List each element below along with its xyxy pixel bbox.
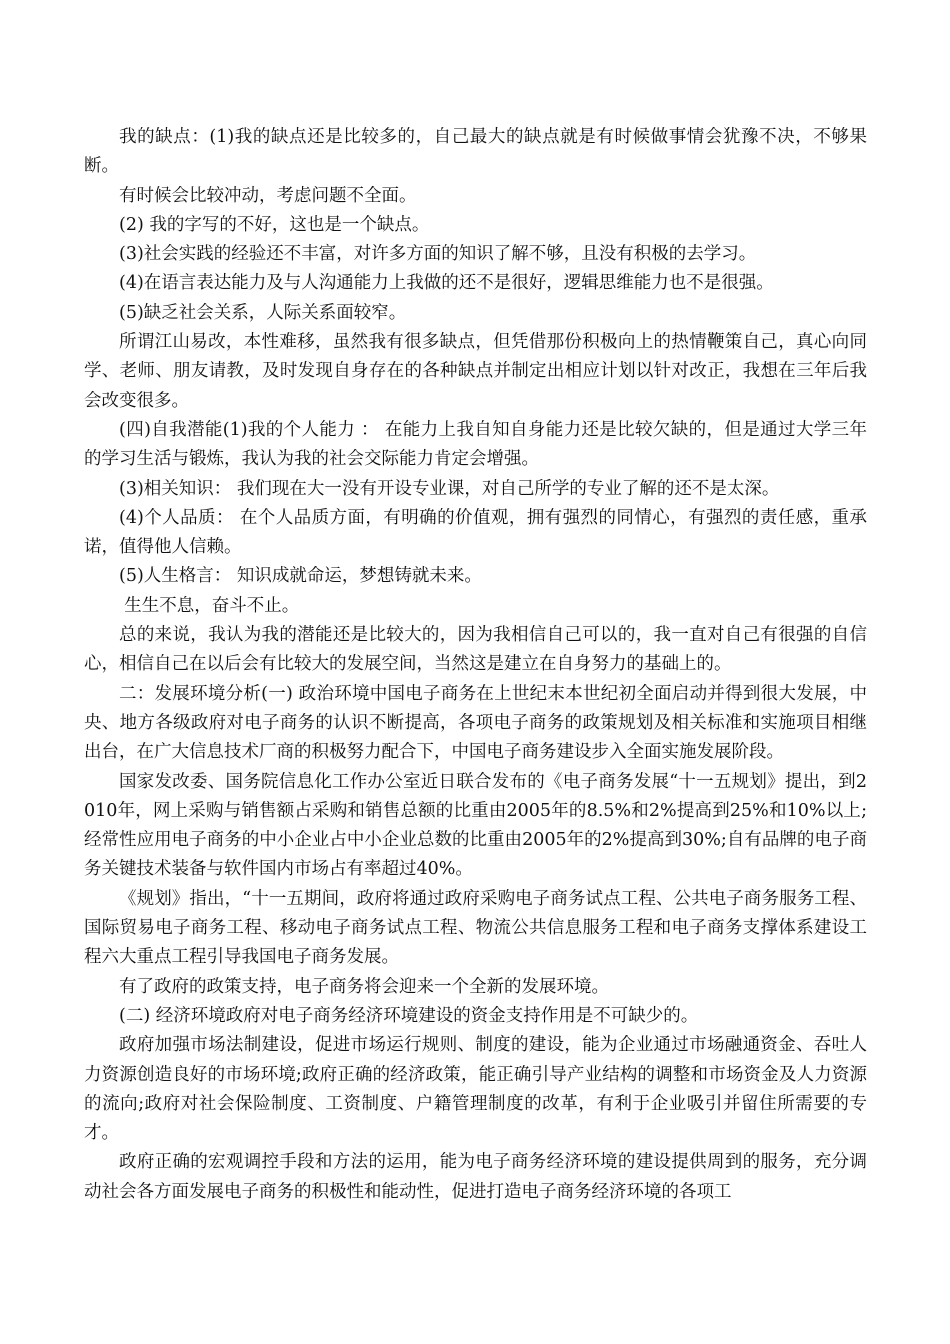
paragraph-life-motto: (5)人生格言： 知识成就命运，梦想铸就未来。 <box>119 566 482 587</box>
paragraph-shortcomings-2: (2) 我的字写的不好，这也是一个缺点。 <box>119 214 430 235</box>
paragraph-macro-control: 政府正确的宏观调控手段和方法的运用，能为电子商务经济环境的建设提供周到的服务，充分调动社会各方面发展电子商务的积极性和能动性，促进打造电子商务经济环境的各项工 <box>84 1152 867 1202</box>
paragraph-motto-continued: 生生不息，奋斗不止。 <box>124 595 300 616</box>
paragraph-shortcomings-4: (4)在语言表达能力及与人沟通能力上我做的还不是很好，逻辑思维能力也不是很强。 <box>119 273 774 294</box>
paragraph-political-environment: 二：发展环境分析(一) 政治环境中国电子商务在上世纪末本世纪初全面启动并得到很大发展，中央、地方各级政府对电子商务的认识不断提高，各项电子商务的政策规划及相关标准和实施项目相继出台，在广大信息技术厂商的积极努力配合下，中国电子商务建设步入全面实施发展阶段。 <box>84 683 867 763</box>
paragraph-improvement: 所谓江山易改，本性难移，虽然我有很多缺点，但凭借那份积极向上的热情鞭策自己，真心向同学、老师、朋友请教，及时发现自身存在的各种缺点并制定出相应计划以针对改正，我想在三年后我会改变很多。 <box>84 332 867 411</box>
paragraph-personal-quality: (4)个人品质： 在个人品质方面，有明确的价值观，拥有强烈的同情心，有强烈的责任感，重承诺，值得他人信赖。 <box>84 507 867 558</box>
document-body <box>84 123 867 1207</box>
paragraph-potential-ability: (四)自我潜能(1)我的个人能力 ： 在能力上我自知自身能力还是比较欠缺的，但是通过大学三年的学习生活与锻炼，我认为我的社会交际能力肯定会增强。 <box>84 419 867 470</box>
paragraph-shortcomings-3: (3)社会实践的经验还不丰富，对许多方面的知识了解不够，且没有积极的去学习。 <box>119 244 757 265</box>
paragraph-shortcomings-1: 我的缺点：(1)我的缺点还是比较多的，自己最大的缺点就是有时候做事情会犹豫不决，不够果断。 <box>84 127 867 177</box>
paragraph-plan-key-projects: 《规划》指出，“十一五期间，政府将通过政府采购电子商务试点工程、公共电子商务服务工程、国际贸易电子商务工程、移动电子商务试点工程、物流公共信息服务工程和电子商务支撑体系建设工程六大重点工程引导我国电子商务发展。 <box>84 888 867 968</box>
paragraph-economic-environment: (二) 经济环境政府对电子商务经济环境建设的资金支持作用是不可缺少的。 <box>119 1005 699 1026</box>
paragraph-policy-support: 有了政府的政策支持，电子商务将会迎来一个全新的发展环境。 <box>119 976 609 997</box>
paragraph-market-legal-system: 政府加强市场法制建设，促进市场运行规则、制度的建设，能为企业通过市场融通资金、吞吐人力资源创造良好的市场环境;政府正确的经济政策，能正确引导产业结构的调整和市场资金及人力资源的流向;政府对社会保险制度、工资制度、户籍管理制度的改革，有利于企业吸引并留住所需要的专才。 <box>84 1035 867 1144</box>
paragraph-eleventh-plan: 国家发改委、国务院信息化工作办公室近日联合发布的《电子商务发展“十一五规划》提出，到2010年，网上采购与销售额占采购和销售总额的比重由2005年的8.5%和2%提高到25%和10%以上;经常性应用电子商务的中小企业占中小企业总数的比重由2005年的2%提高到30%;自有品牌的电子商务关键技术装备与软件国内市场占有率超过40%。 <box>84 771 867 880</box>
paragraph-shortcomings-5: (5)缺乏社会关系，人际关系面较窄。 <box>119 302 407 323</box>
paragraph-shortcomings-impulsive: 有时候会比较冲动，考虑问题不全面。 <box>119 185 417 206</box>
paragraph-potential-summary: 总的来说，我认为我的潜能还是比较大的，因为我相信自己可以的，我一直对自己有很强的自信心，相信自己在以后会有比较大的发展空间，当然这是建立在自身努力的基础上的。 <box>84 625 867 675</box>
paragraph-related-knowledge: (3)相关知识： 我们现在大一没有开设专业课，对自己所学的专业了解的还不是太深。 <box>119 478 780 499</box>
